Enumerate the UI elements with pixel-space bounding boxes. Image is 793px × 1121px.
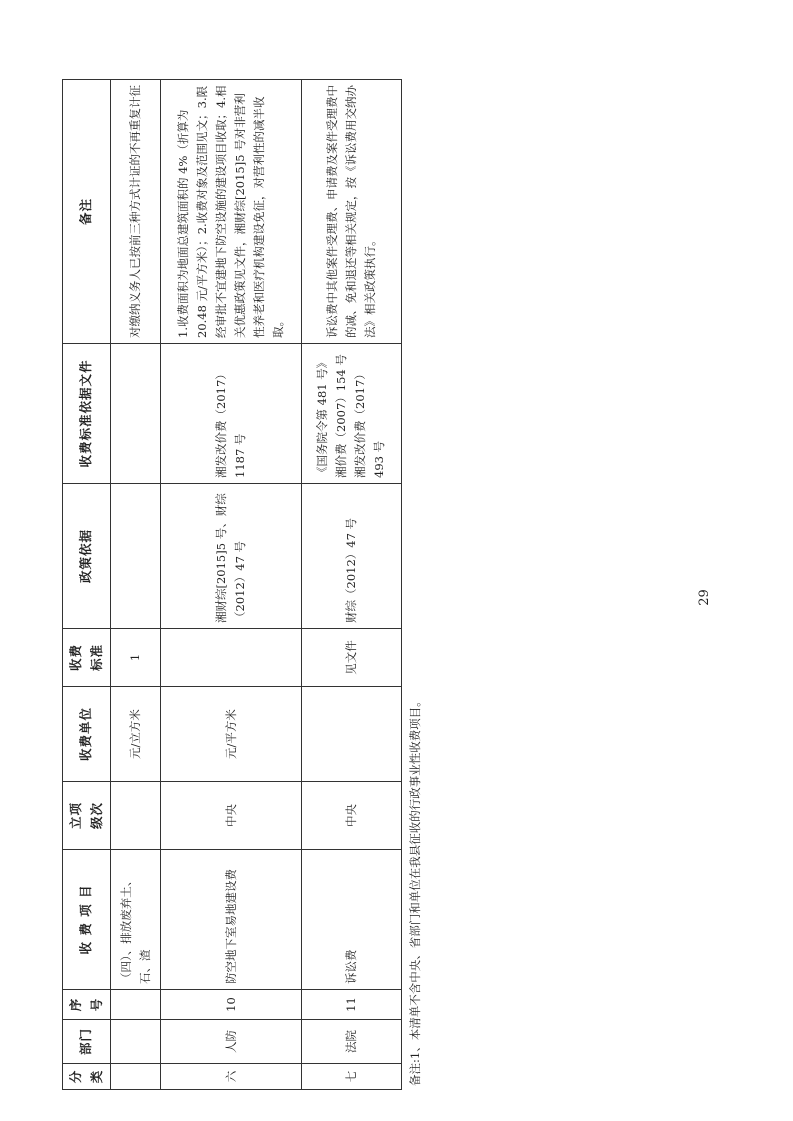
cell-department: 人防	[161, 1020, 301, 1064]
cell-unit	[301, 687, 401, 782]
cell-policy-basis	[111, 484, 161, 629]
rotated-fee-table-block	[62, 80, 432, 1090]
cell-std-doc: 湘发改价费（2017）1187 号	[161, 344, 301, 484]
cell-std-doc	[111, 344, 161, 484]
cell-std-doc: 《国务院令第 481 号》湘价费（2007）154 号湘发改价费（2017）493 号	[301, 344, 401, 484]
cell-category: 七	[301, 1064, 401, 1090]
cell-policy-basis: 财综（2012）47 号	[301, 484, 401, 629]
cell-level	[111, 782, 161, 850]
fee-table	[62, 79, 402, 1090]
header-item: 收 费 项 目	[63, 850, 111, 990]
header-std-doc: 收费标准依据文件	[63, 344, 111, 484]
cell-category	[111, 1064, 161, 1090]
table-row	[111, 80, 161, 1090]
cell-unit: 元/平方米	[161, 687, 301, 782]
cell-seq: 10	[161, 990, 301, 1020]
cell-seq	[111, 990, 161, 1020]
cell-remarks: 诉讼费中其他案件受理费、申请费及案件受理费中的减、免和退还等相关规定，按《诉讼费用交纳办法》相关政策执行。	[301, 80, 401, 344]
cell-level: 中央	[161, 782, 301, 850]
cell-department	[111, 1020, 161, 1064]
cell-item: 防空地下室易地建设费	[161, 850, 301, 990]
footnote: 备注:1、本清单不含中央、省部门和单位在我县征收的行政事业性收费项目。	[408, 695, 422, 1086]
header-policy-basis: 政策依据	[63, 484, 111, 629]
header-level: 立项 级次	[63, 782, 111, 850]
header-department: 部门	[63, 1020, 111, 1064]
cell-remarks: 1.收费面积为地面总建筑面积的 4%（折算为 20.48 元/平方米）；2.收费对象及范围见文；3.限经审批不宜建地下防空设施的建设项目收取；4.相关优惠政策见文件，湘财综[2015]5 号对非营利性养老和医疗机构建设免征，对营利性的减半收取。	[161, 80, 301, 344]
cell-department: 法院	[301, 1020, 401, 1064]
header-category: 分 类	[63, 1064, 111, 1090]
cell-category: 六	[161, 1064, 301, 1090]
header-seq: 序 号	[63, 990, 111, 1020]
cell-unit: 元/立方米	[111, 687, 161, 782]
cell-standard	[161, 629, 301, 687]
cell-level: 中央	[301, 782, 401, 850]
cell-standard: 见文件	[301, 629, 401, 687]
table-row	[301, 80, 401, 1090]
table-header-row	[63, 80, 111, 1090]
header-unit: 收费单位	[63, 687, 111, 782]
cell-seq: 11	[301, 990, 401, 1020]
page-number: 29	[696, 589, 712, 606]
header-remarks: 备注	[63, 80, 111, 344]
header-standard: 收费 标准	[63, 629, 111, 687]
cell-item: （四）、排放废弃土、石、渣	[111, 850, 161, 990]
cell-policy-basis: 湘财综[2015]5 号、财综（2012）47 号	[161, 484, 301, 629]
cell-item: 诉讼费	[301, 850, 401, 990]
cell-remarks: 对缴纳义务人已按前三种方式计证的不再重复计征	[111, 80, 161, 344]
cell-standard: 1	[111, 629, 161, 687]
table-row	[161, 80, 301, 1090]
